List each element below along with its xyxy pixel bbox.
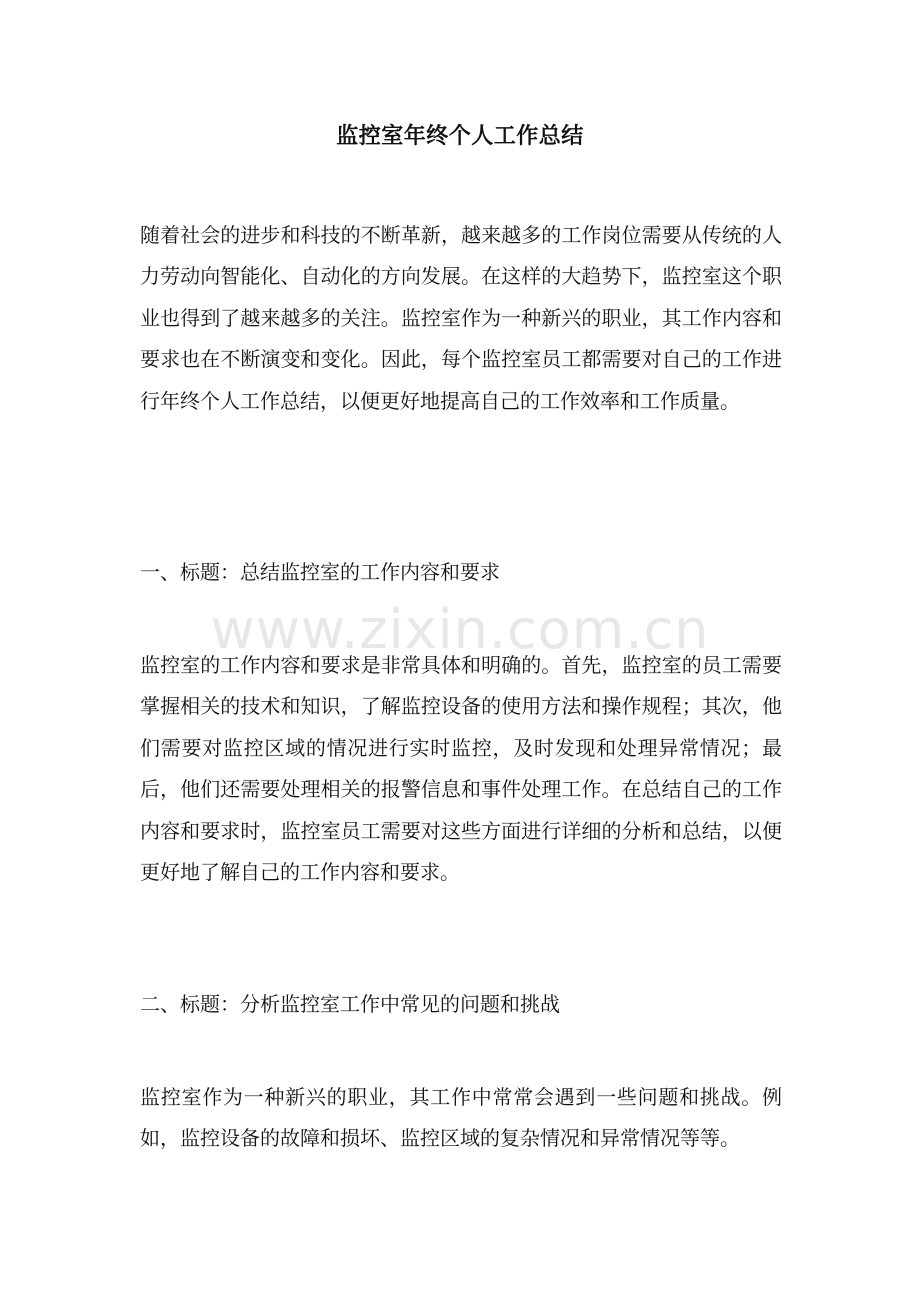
paragraph-work-content: 监控室的工作内容和要求是非常具体和明确的。首先，监控室的员工需要掌握相关的技术和知识，了解监控设备的使用方法和操作规程；其次，他们需要对监控区域的情况进行实时监控，及时发现和处理异常情况；最后，他们还需要处理相关的报警信息和事件处理工作。在总结自己的工作内容和要求时，监控室员工需要对这些方面进行详细的分析和总结，以便更好地了解自己的工作内容和要求。	[140, 653, 782, 885]
paragraph-intro: 随着社会的进步和科技的不断革新，越来越多的工作岗位需要从传统的人力劳动向智能化、自动化的方向发展。在这样的大趋势下，监控室这个职业也得到了越来越多的关注。监控室作为一种新兴的职业，其工作内容和要求也在不断演变和变化。因此，每个监控室员工都需要对自己的工作进行年终个人工作总结，以便更好地提高自己的工作效率和工作质量。	[140, 223, 782, 413]
document-title: 监控室年终个人工作总结	[336, 123, 584, 149]
section-heading-2: 二、标题：分析监控室工作中常见的问题和挑战	[140, 992, 560, 1016]
section-heading-1: 一、标题：总结监控室的工作内容和要求	[140, 560, 500, 584]
paragraph-problems: 监控室作为一种新兴的职业，其工作中常常会遇到一些问题和挑战。例如，监控设备的故障和损坏、监控区域的复杂情况和异常情况等等。	[140, 1085, 782, 1151]
watermark: www.zixin.com.cn	[210, 598, 710, 661]
